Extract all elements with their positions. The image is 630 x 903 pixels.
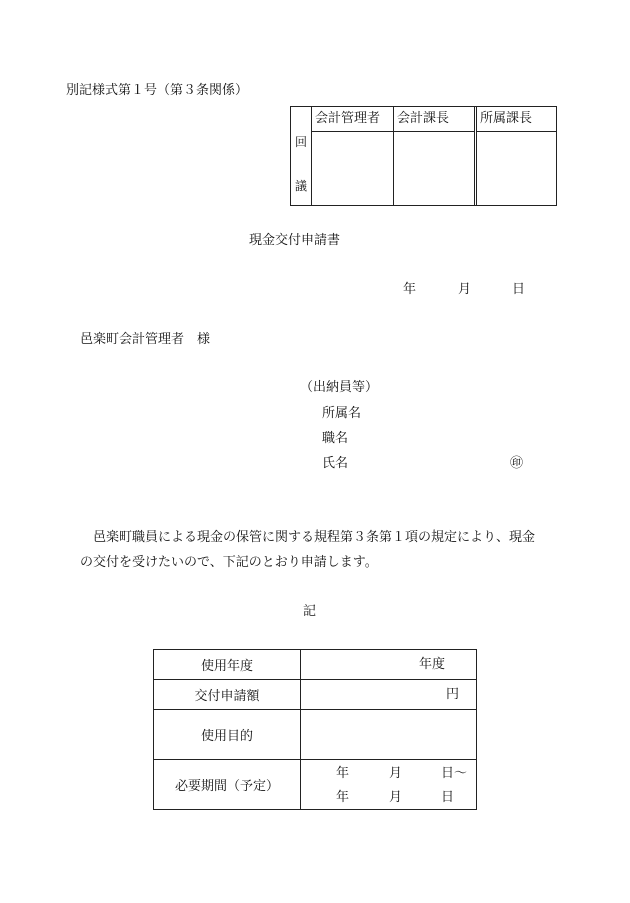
period-from-month: 月: [389, 766, 403, 781]
table-row: [154, 680, 477, 710]
approval-header-accounting-chief: 会計課長: [394, 107, 474, 132]
date-year: 年: [403, 282, 417, 297]
row-label-purpose: 使用目的: [154, 710, 301, 760]
addressee: 邑楽町会計管理者 様: [80, 332, 211, 347]
approval-header-section-chief: 所属課長: [477, 107, 556, 132]
applicant-department-label: 所属名: [322, 406, 362, 421]
body-text-line-2: の交付を受けたいので、下記のとおり申請します。: [80, 555, 378, 570]
ki-heading: 記: [303, 604, 317, 619]
applicant-heading: （出納員等）: [300, 380, 379, 395]
table-row: [154, 650, 477, 680]
body-text-line-1: 邑楽町職員による現金の保管に関する規程第３条第１項の規定により、現金: [93, 530, 536, 545]
requested-amount-field: [301, 680, 477, 710]
approval-side-label: [291, 107, 312, 205]
row-label-usage-year: 使用年度: [154, 650, 301, 680]
approval-header-accounting-manager: 会計管理者: [312, 107, 393, 132]
seal-mark: ㊞: [510, 456, 524, 471]
date-day: 日: [512, 282, 526, 297]
requested-amount-unit: 円: [446, 687, 460, 702]
date-month: 月: [458, 282, 472, 297]
row-label-requested-amount: 交付申請額: [154, 680, 301, 710]
approval-side-bottom: 議: [295, 179, 308, 193]
approval-column-accounting-manager: [312, 107, 394, 205]
table-row: [154, 710, 477, 760]
period-to-month: 月: [389, 790, 403, 805]
approval-stamp-area-accounting-manager: [312, 132, 393, 205]
period-to-year: 年: [336, 790, 350, 805]
required-period-field: [301, 760, 477, 810]
usage-year-field: [301, 650, 477, 680]
form-number: 別記様式第１号（第３条関係）: [66, 83, 249, 98]
approval-stamp-box: [290, 106, 557, 206]
approval-stamp-area-accounting-chief: [394, 132, 474, 205]
table-row: [154, 760, 477, 810]
applicant-name-label: 氏名: [322, 456, 349, 471]
period-to-day: 日: [441, 790, 455, 805]
applicant-position-label: 職名: [322, 431, 349, 446]
approval-column-accounting-chief: [394, 107, 477, 205]
period-from-year: 年: [336, 766, 350, 781]
approval-stamp-area-section-chief: [477, 132, 556, 205]
document-title: 現金交付申請書: [249, 233, 341, 248]
detail-table: [153, 649, 477, 810]
period-from-day: 日～: [441, 766, 468, 781]
approval-column-section-chief: [477, 107, 556, 205]
row-label-required-period: 必要期間（予定）: [154, 760, 301, 810]
purpose-field: [301, 710, 477, 760]
approval-side-top: 回: [295, 135, 308, 149]
usage-year-unit: 年度: [419, 657, 446, 672]
